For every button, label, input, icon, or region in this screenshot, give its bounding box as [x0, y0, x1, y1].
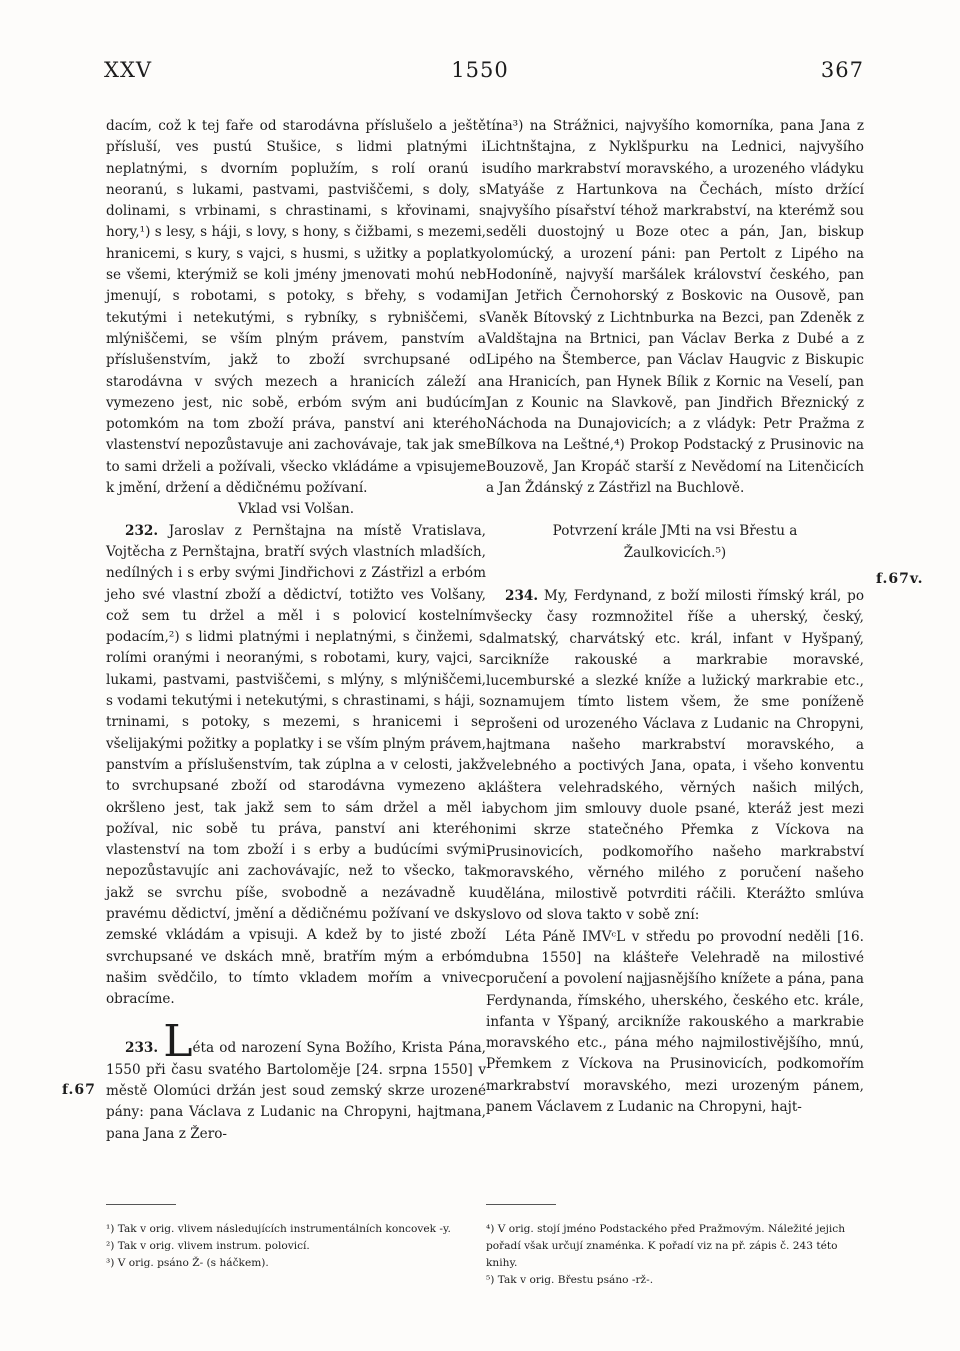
left-column	[106, 116, 486, 1145]
footnotes-left	[106, 1221, 478, 1272]
section-number: 232.	[125, 522, 159, 539]
footnote: ⁵) Tak v orig. Břestu psáno -rž-.	[486, 1274, 654, 1286]
paragraph-text: My, Ferdynand, z boží milosti římský král, po všecky časy rozmnožitel říše a uherský, český, dalmatský, charvátský etc. král, infant v Hyšpaný, arcikníže rakouské a markrabie moravské, lucemburské a slezké kníže a lužický markrabie etc., oznamujem tímto listem všem, že sme poníženě prošeni od urozeného Václava z Ludanic na Chropyni, hajtmana našeho markrabství moravského, a velebného a poctivých Jana, opata, i všeho konventu kláštera velehradského, věrných našich milých, abychom jim smlouvy duole psané, kteráž jest mezi nimi skrze statečného Přemka z Víckova na Prusinovicích, podkomořího našeho markrabství moravského, věrného milého z poručení našeho udělána, milostivě potvrditi ráčili. Kterážto smlúva slovo od slova takto v sobě zní:	[486, 587, 865, 924]
paragraph: dacím, což k tej faře od starodávna příslušelo a ještě přísluší, ves pustú Stušice, s lidmi platnými i neplatnými, s dvorním poplužím, s rolí oranú i neoranú, s lukami, pastvami, pastviščemi, s doly, s dolinami, s vrbinami, s chrastinami, s křovinami, s hory,¹) s lesy, s háji, s lovy, s hony, s čižbami, s mezemi, hranicemi, s kury, s vajci, s husmi, s užitky a poplatky se všemi, kterýmiž se koli jmény jmenovati mohú neb jmenují, s robotami, s potoky, s břehy, s vodami tekutými i netekutými, s rybníky, s rybniščemi, s mlýniščemi, se vším plným právem, panstvím a příslušenstvím, jakž to zboží svrchupsané od starodávna v svých mezech a hranicích záleží a vymezeno jest, nic sobě, erbóm svým ani budúcím potomkóm na tom zboží práva, panství ani kterého vlastenství nepozůstavuje ani zachovávaje, tak jak sme to sami drželi a požívali, všecko vkládáme a vpisujeme k jmění, držení a dědičnému požívaní.	[106, 118, 486, 497]
footnote: ⁴) V orig. stojí jméno Podstackého před Pražmovým. Náležité jejich pořadí však určují znaménka. K pořadí viz na př. zápis č. 243 této knihy.	[486, 1223, 846, 1269]
footnote-divider	[486, 1204, 556, 1205]
paragraph: tína³) na Strážnici, najvyšího komorníka, pana Jana z Lichtnštajna, z Nyklšpurku na Lednici, najvyšího sudího markrabství moravského, a urozeného vládyku Matyáše z Hartunkova na Čechách, místo držící najvyšího písařství téhož markrabství, na kterémž sou seděli duostojný u Boze otec a pán, Jan, biskup olomúcký, a urození páni: pan Pertolt z Lipého na Hodoníně, najvyší maršálek království českého, pan Jan Jetřich Černohorský z Boskovic na Ousově, pan Vaněk Bítovský z Lichtnburka na Bezci, pan Zdeněk z Valdštajna na Brtnici, pan Václav Berka z Dubé a z Lipého na Štemberce, pan Václav Haugvic z Biskupic na Hranicích, pan Hynek Bílik z Kornic na Veselí, pan Jan z Kounic na Slavkově, pan Jindřich Březnický z Náchoda na Dunajovicích; a z vládyk: Petr Pražma z Bílkova na Leštné,⁴) Prokop Podstacký z Prusinovic na Bouzově, Jan Kropáč starší z Nevědomí na Litenčicích a Jan Ždánský z Zástřizl na Buchlově.	[486, 118, 864, 497]
footnotes-right	[486, 1221, 864, 1289]
running-header	[0, 58, 960, 92]
header-page-number: 367	[820, 58, 864, 82]
footnote-divider	[106, 1204, 176, 1205]
section-number: 234.	[505, 587, 539, 604]
paragraph-233	[106, 1016, 486, 1144]
margin-folio-note: f.67	[62, 1082, 96, 1098]
paragraph-text: Jaroslav z Pernštajna na místě Vratislava, Vojtěcha z Pernštajna, bratří svých vlastních mladších, nedílných i s erby svými Jindřichovi z Zástřizl a erbóm jeho své vlastní zboží a dědictví, totižto ves Volšany, což sem tu držel a měl i s polovicí kostelním podacím,²) s lidmi platnými i neplatnými, s činžemi, s rolími oranými i neoranými, s robotami, kury, vajci, s lukami, pastvami, pastviščemi, s mlýny, s mlýniščemi, s vodami tekutými i netekutými, s chrastinami, s háji, s trninami, s potoky, s mezemi, s hranicemi i se všelijakými požitky a poplatky i se vším plným právem, panstvím a příslušenstvím, tak zúplna a v celosti, jakž to svrchupsané zboží od starodávna vymezeno a okršleno jest, tak jakž sem to sám držel a měl i požíval, nic sobě tu práva, panství ani kterého vlastenství na tom zboží i s erby a budúcími svými nepozůstavujíc ani zachovávajíc, než to všecko, tak jakž se svrchu píše, svobodně a nezávadně ku pravému dědictví, jmění a dědičnému požívaní ve dsky zemské vkládám a vpisuji. A kdež by to jisté zboží svrchupsané ve dskách mně, bratřím mým a erbóm našim svědčilo, to tímto vkladem mořím a vnivec obracíme.	[106, 522, 486, 1008]
paragraph-234	[486, 586, 864, 927]
right-column	[486, 116, 864, 1118]
header-volume: XXV	[104, 58, 153, 82]
paragraph-text: éta od narození Syna Božího, Krista Pána, 1550 při času svatého Bartoloměje [24. srpna 1550] v městě Olomúci držán jest soud zemský skrze urozené pány: pana Václava z Ludanic na Chropyni, hajtmana, pana Jana z Žero-	[106, 1040, 486, 1142]
footnote: ¹) Tak v orig. vlivem následujících instrumentálních koncovek -y.	[106, 1223, 451, 1235]
header-year: 1550	[451, 58, 509, 82]
footnote: ²) Tak v orig. vlivem instrum. polovicí.	[106, 1240, 310, 1252]
footnote: ³) V orig. psáno Ž- (s háčkem).	[106, 1257, 269, 1269]
section-heading: Vklad vsi Volšan.	[237, 501, 355, 518]
margin-folio-note: f.67v.	[876, 571, 924, 587]
paragraph-232	[106, 521, 486, 1011]
section-heading: Potvrzení krále JMti na vsi Břestu a Žaulkovicích.⁵)	[552, 523, 798, 561]
section-number: 233.	[125, 1040, 159, 1057]
paragraph: Léta Páně IMVᶜL v středu po provodní neděli [16. dubna 1550] na klášteře Velehradě na milostivé poručení a povolení najjasnějšího knížete a pána, pana Ferdynanda, římského, uherského, českého etc. krále, infanta v Yšpaný, arcikníže rakouského a markrabie moravského etc., pána mého najmilostivějšího, mnú, Přemkem z Víckova na Prusinovicích, podkomořím markrabství moravského, mezi urozeným pánem, panem Václavem z Ludanic na Chropyni, hajt-	[486, 928, 864, 1116]
initial-letter: L	[163, 1016, 193, 1068]
